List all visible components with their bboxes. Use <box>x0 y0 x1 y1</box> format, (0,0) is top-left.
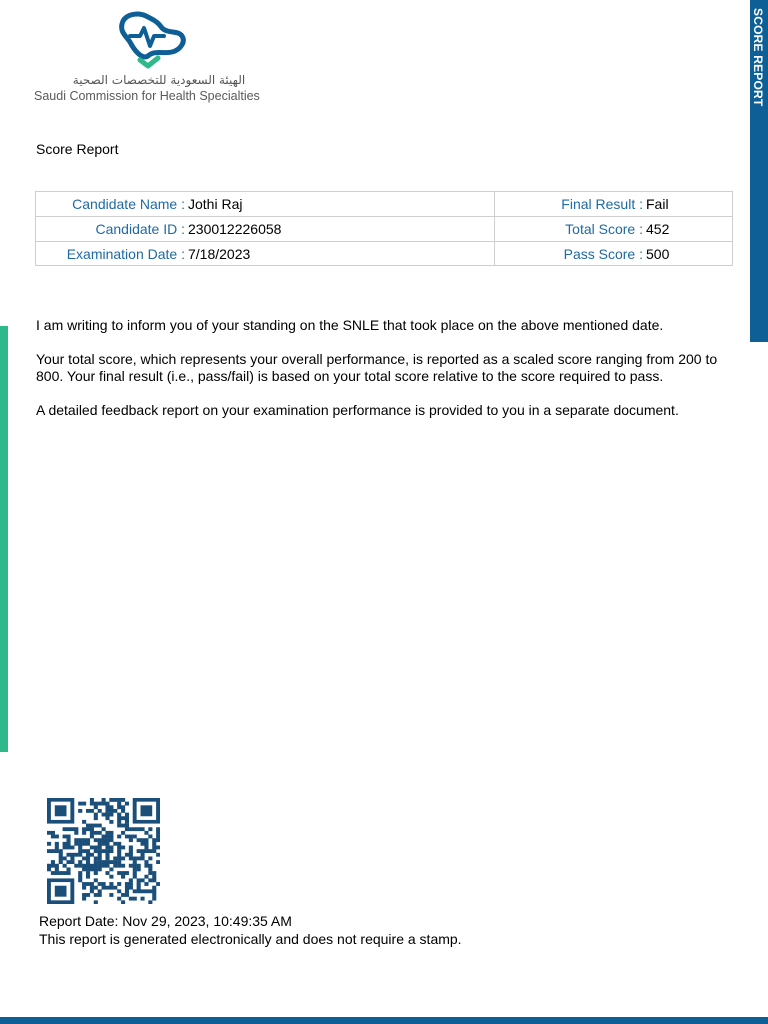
document-title: Score Report <box>36 141 119 157</box>
scfhs-logo <box>34 10 274 106</box>
report-date: Report Date: Nov 29, 2023, 10:49:35 AM <box>39 913 292 929</box>
body-paragraph-3: A detailed feedback report on your examination performance is provided to you in a separate document. <box>36 402 679 418</box>
final-result-label: Final Result : <box>561 196 643 212</box>
org-name-english: Saudi Commission for Health Specialties <box>34 89 260 103</box>
report-body <box>36 317 736 436</box>
candidate-info-table <box>35 191 733 266</box>
candidate-id-value: 230012226058 <box>188 221 282 237</box>
candidate-id-label: Candidate ID : <box>95 221 185 237</box>
side-tab-label: SCORE REPORT <box>751 8 765 107</box>
exam-date-label: Examination Date : <box>66 246 185 262</box>
bottom-accent-bar <box>0 1017 768 1024</box>
qr-code <box>47 798 160 904</box>
pass-score-label: Pass Score : <box>563 246 643 262</box>
table-row <box>36 217 732 241</box>
candidate-name-label: Candidate Name : <box>72 196 185 212</box>
score-report-side-tab <box>750 0 768 342</box>
report-footer <box>39 912 462 948</box>
stamp-note: This report is generated electronically and does not require a stamp. <box>39 931 462 947</box>
org-name-arabic: الهيئة السعودية للتخصصات الصحية <box>72 73 246 87</box>
table-row <box>36 242 732 266</box>
final-result-value: Fail <box>646 196 669 212</box>
candidate-name-value: Jothi Raj <box>188 196 243 212</box>
total-score-label: Total Score : <box>565 221 643 237</box>
heartbeat-map-icon <box>112 10 188 70</box>
pass-score-value: 500 <box>646 246 670 262</box>
exam-date-value: 7/18/2023 <box>188 246 251 262</box>
total-score-value: 452 <box>646 221 670 237</box>
body-paragraph-2: Your total score, which represents your overall performance, is reported as a scaled score ranging from 200 to 800. Your final result (i.e., pass/fail) is based on your total score relative to the score required to pass. <box>36 351 718 384</box>
table-row <box>36 192 732 216</box>
body-paragraph-1: I am writing to inform you of your standing on the SNLE that took place on the above mentioned date. <box>36 317 664 333</box>
left-accent-bar <box>0 326 8 752</box>
